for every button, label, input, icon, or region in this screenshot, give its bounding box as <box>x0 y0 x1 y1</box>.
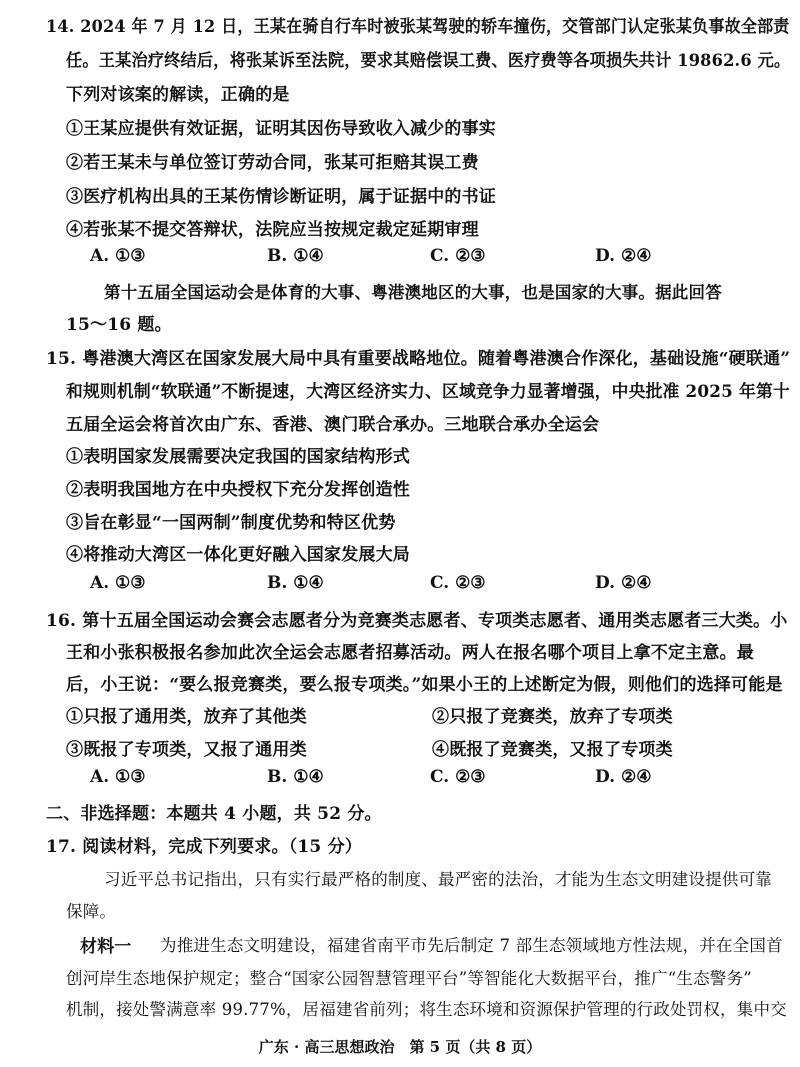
q16-line-2: 王和小张积极报名参加此次全运会志愿者招募活动。两人在报名哪个项目上拿不定主意。最 <box>66 643 754 663</box>
q14-item-3: ③医疗机构出具的王某伤情诊断证明，属于证据中的书证 <box>66 187 496 207</box>
q14-option-c: C. ②③ <box>430 246 486 266</box>
q14-line-2: 任。王某治疗终结后，将张某诉至法院，要求其赔偿误工费、医疗费等各项损失共计 19862.6 元。 <box>66 51 791 71</box>
q14-item-4: ④若张某不提交答辩状，法院应当按规定裁定延期审理 <box>66 220 479 240</box>
q15-option-b: B. ①④ <box>267 573 324 593</box>
q14-item-1: ①王某应提供有效证据，证明其因伤导致收入减少的事实 <box>66 119 496 139</box>
q14-line-1: 14. 2024 年 7 月 12 日，王某在骑自行车时被张某驾驶的轿车撞伤，交管部门认定张某负事故全部责 <box>46 17 790 37</box>
q17-material1-line-3: 机制，接处警满意率 99.77%，居福建省前列；将生态环境和资源保护管理的行政处罚权，集中交 <box>66 1000 787 1019</box>
intro-line-1: 第十五届全国运动会是体育的大事、粤港澳地区的大事，也是国家的大事。据此回答 <box>104 283 722 302</box>
q15-line-2: 和规则机制“软联通”不断提速，大湾区经济实力、区域竞争力显著增强，中央批准 2025 年第十 <box>66 382 790 402</box>
q15-option-a: A. ①③ <box>90 573 146 593</box>
q14-option-d: D. ②④ <box>595 246 652 266</box>
q16-option-b: B. ①④ <box>267 767 324 787</box>
q16-item-4: ④既报了竞赛类，又报了专项类 <box>432 740 673 760</box>
page-footer: 广东 · 高三思想政治 第 5 页（共 8 页） <box>258 1038 542 1056</box>
q16-line-3: 后，小王说：“要么报竞赛类，要么报专项类。”如果小王的上述断定为假，则他们的选择可能是 <box>66 675 783 695</box>
q14-option-b: B. ①④ <box>267 246 324 266</box>
q16-item-3: ③既报了专项类，又报了通用类 <box>66 740 307 760</box>
q15-option-c: C. ②③ <box>430 573 486 593</box>
q16-option-a: A. ①③ <box>90 767 146 787</box>
q15-item-4: ④将推动大湾区一体化更好融入国家发展大局 <box>66 545 410 565</box>
q16-line-1: 16. 第十五届全国运动会赛会志愿者分为竞赛类志愿者、专项类志愿者、通用类志愿者三大类。小 <box>46 611 788 631</box>
q15-item-2: ②表明我国地方在中央授权下充分发挥创造性 <box>66 480 410 500</box>
q16-option-d: D. ②④ <box>595 767 652 787</box>
q17-title: 17. 阅读材料，完成下列要求。（15 分） <box>46 837 362 857</box>
q15-line-3: 五届全运会将首次由广东、香港、澳门联合承办。三地联合承办全运会 <box>66 415 600 435</box>
q15-line-1: 15. 粤港澳大湾区在国家发展大局中具有重要战略地位。随着粤港澳合作深化，基础设施“硬联通” <box>46 349 791 369</box>
section2-title: 二、非选择题：本题共 4 小题，共 52 分。 <box>46 804 382 824</box>
q17-quote-line-1: 习近平总书记指出，只有实行最严格的制度、最严密的法治，才能为生态文明建设提供可靠 <box>104 870 772 889</box>
q14-item-2: ②若王某未与单位签订劳动合同，张某可拒赔其误工费 <box>66 153 479 173</box>
q16-option-c: C. ②③ <box>430 767 486 787</box>
q17-material1-line-1: 为推进生态文明建设，福建省南平市先后制定 7 部生态领域地方性法规，并在全国首 <box>160 936 783 955</box>
q17-material1-label: 材料一 <box>80 937 132 957</box>
q17-material1-line-2: 创河岸生态地保护规定；整合“国家公园智慧管理平台”等智能化大数据平台，推广“生态警务” <box>66 969 752 988</box>
q15-item-1: ①表明国家发展需要决定我国的国家结构形式 <box>66 447 410 467</box>
q14-line-3: 下列对该案的解读，正确的是 <box>66 85 290 105</box>
q16-item-2: ②只报了竞赛类，放弃了专项类 <box>432 707 673 727</box>
intro-line-2: 15～16 题。 <box>66 315 172 335</box>
q16-item-1: ①只报了通用类，放弃了其他类 <box>66 707 307 727</box>
q15-item-3: ③旨在彰显“一国两制”制度优势和特区优势 <box>66 513 396 533</box>
q14-option-a: A. ①③ <box>90 246 146 266</box>
q17-quote-line-2: 保障。 <box>66 902 117 921</box>
q15-option-d: D. ②④ <box>595 573 652 593</box>
